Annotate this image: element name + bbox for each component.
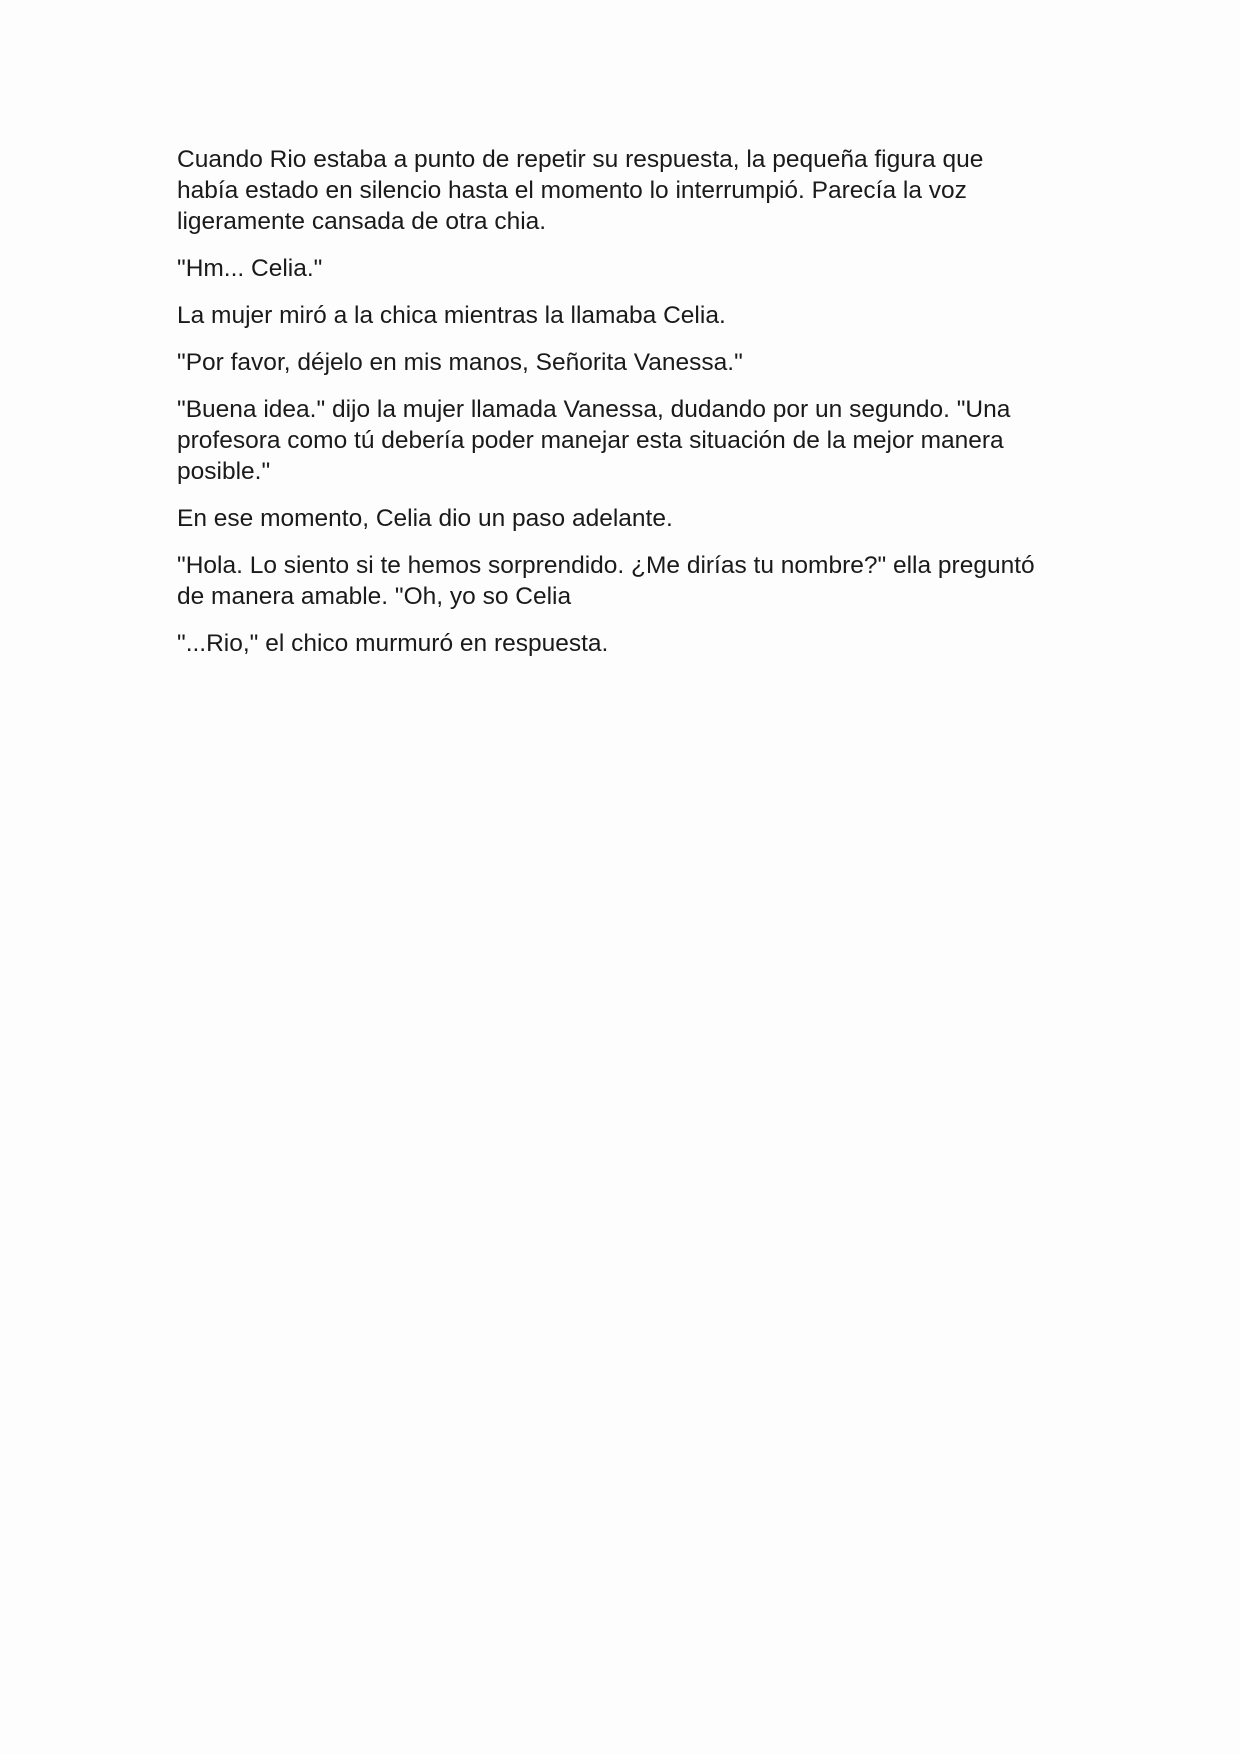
paragraph: "Buena idea." dijo la mujer llamada Vanessa, dudando por un segundo. "Una profesora como tú debería poder manejar esta situación de la mejor manera posible." [177, 396, 1011, 485]
paragraph: "Hola. Lo siento si te hemos sorprendido. ¿Me dirías tu nombre?" ella preguntó de manera amable. "Oh, yo so Celia [177, 552, 1035, 610]
paragraph: "Hm... Celia." [177, 255, 323, 282]
document-body [177, 144, 1077, 675]
paragraph: "Por favor, déjelo en mis manos, Señorita Vanessa." [177, 349, 743, 376]
paragraph: Cuando Rio estaba a punto de repetir su respuesta, la pequeña figura que había estado en silencio hasta el momento lo interrumpió. Parecía la voz ligeramente cansada de otra chia. [177, 146, 984, 235]
paragraph: En ese momento, Celia dio un paso adelante. [177, 505, 673, 532]
paragraph: "...Rio," el chico murmuró en respuesta. [177, 630, 609, 657]
paragraph: La mujer miró a la chica mientras la llamaba Celia. [177, 302, 726, 329]
